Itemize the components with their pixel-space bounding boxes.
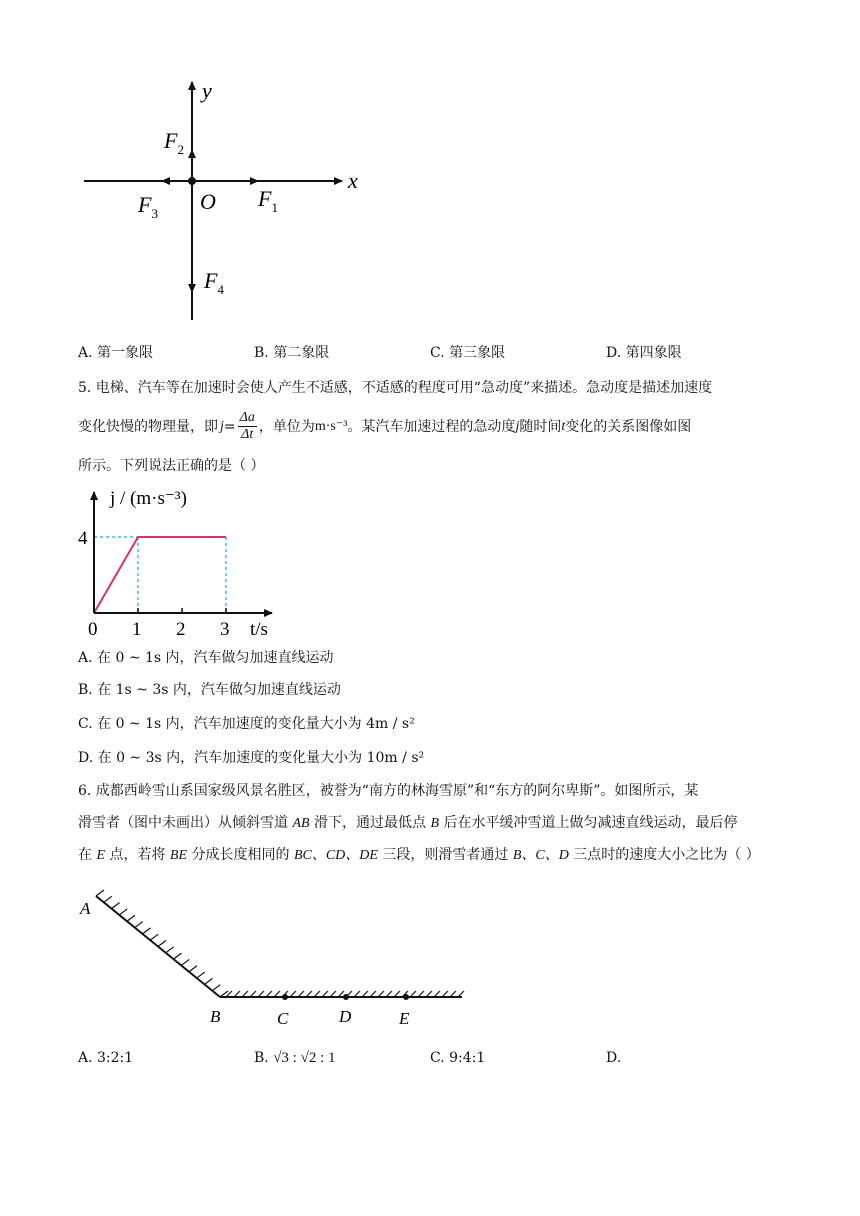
q6-line-2: 滑雪者（图中未画出）从倾斜雪道 AB 滑下，通过最低点 B 后在水平缓冲雪道上做匀减速直线运动，最后停 <box>78 815 738 831</box>
force-diagram <box>70 70 390 330</box>
q5-line-3: 所示。下列说法正确的是（ ） <box>78 458 265 474</box>
series-line <box>94 537 226 613</box>
q5-option-c: C. 在 0 ~ 1s 内，汽车加速度的变化量大小为 4m / s² <box>78 716 415 732</box>
f4-label: $F_4$ <box>204 268 224 297</box>
q5-option-b: B. 在 1s ~ 3s 内，汽车做匀加速直线运动 <box>78 682 341 698</box>
jerk-time-chart <box>76 484 286 644</box>
q5-option-d: D. 在 0 ~ 3s 内，汽车加速度的变化量大小为 10m / s² <box>78 750 425 766</box>
q4-option-a: A. 第一象限 <box>78 345 154 361</box>
label-c: C <box>277 1009 289 1028</box>
f1-label: $F_1$ <box>258 186 278 215</box>
f2-label: $F_2$ <box>164 128 184 157</box>
point-d <box>343 994 349 1000</box>
q4-option-d: D. 第四象限 <box>606 345 682 361</box>
q6-option-d: D. <box>606 1050 622 1066</box>
y-tick-label-4: 4 <box>78 528 88 549</box>
q6-line-1: 6. 成都西岭雪山系国家级风景名胜区，被誉为“南方的林海雪原”和“东方的阿尔卑斯”。如图所示，某 <box>78 783 699 799</box>
x-axis-label: x <box>348 168 358 193</box>
point-c <box>282 994 288 1000</box>
label-e: E <box>399 1009 410 1028</box>
chart-x-label: t/s <box>250 619 268 640</box>
q5-line-2: 变化快慢的物理量，即 j = $\frac{\Delta a}{\Delta t}$ ，单位为 m·s⁻³ 。某汽车加速过程的急动度 j 随时间 t 变化的关系图像如图 <box>78 410 692 442</box>
x-tick-label-2: 2 <box>176 619 186 640</box>
x-tick-label-1: 1 <box>132 619 142 640</box>
slope-ab <box>96 896 220 997</box>
point-e <box>403 994 409 1000</box>
q5-option-a: A. 在 0 ~ 1s 内，汽车做匀加速直线运动 <box>78 650 334 666</box>
q6-line-3: 在 E 点，若将 BE 分成长度相同的 BC、CD、DE 三段，则滑雪者通过 B、C、D 三点时的速度大小之比为（ ） <box>78 847 760 863</box>
chart-y-label: j / (m·s⁻³) <box>110 488 187 509</box>
q4-option-c: C. 第三象限 <box>430 345 506 361</box>
q5-line-1: 5. 电梯、汽车等在加速时会使人产生不适感，不适感的程度可用“急动度”来描述。急动度是描述加速度 <box>78 380 713 396</box>
label-d: D <box>339 1007 352 1026</box>
ski-slope-diagram <box>76 886 476 1036</box>
jerk-fraction: $\frac{\Delta a}{\Delta t}$ <box>239 410 255 442</box>
y-axis-label: y <box>202 78 212 103</box>
x-tick-label-3: 3 <box>220 619 230 640</box>
q6-option-b: B. √3 : √2 : 1 <box>254 1050 336 1066</box>
origin-dot <box>188 177 196 185</box>
f3-label: $F_3$ <box>138 192 158 221</box>
origin-label: O <box>200 189 216 214</box>
label-a: A <box>80 899 91 918</box>
q6-option-a: A. 3:2:1 <box>78 1050 134 1066</box>
q4-option-b: B. 第二象限 <box>254 345 330 361</box>
q6-option-c: C. 9:4:1 <box>430 1050 486 1066</box>
label-b: B <box>210 1007 221 1026</box>
x-tick-label-0: 0 <box>88 619 98 640</box>
